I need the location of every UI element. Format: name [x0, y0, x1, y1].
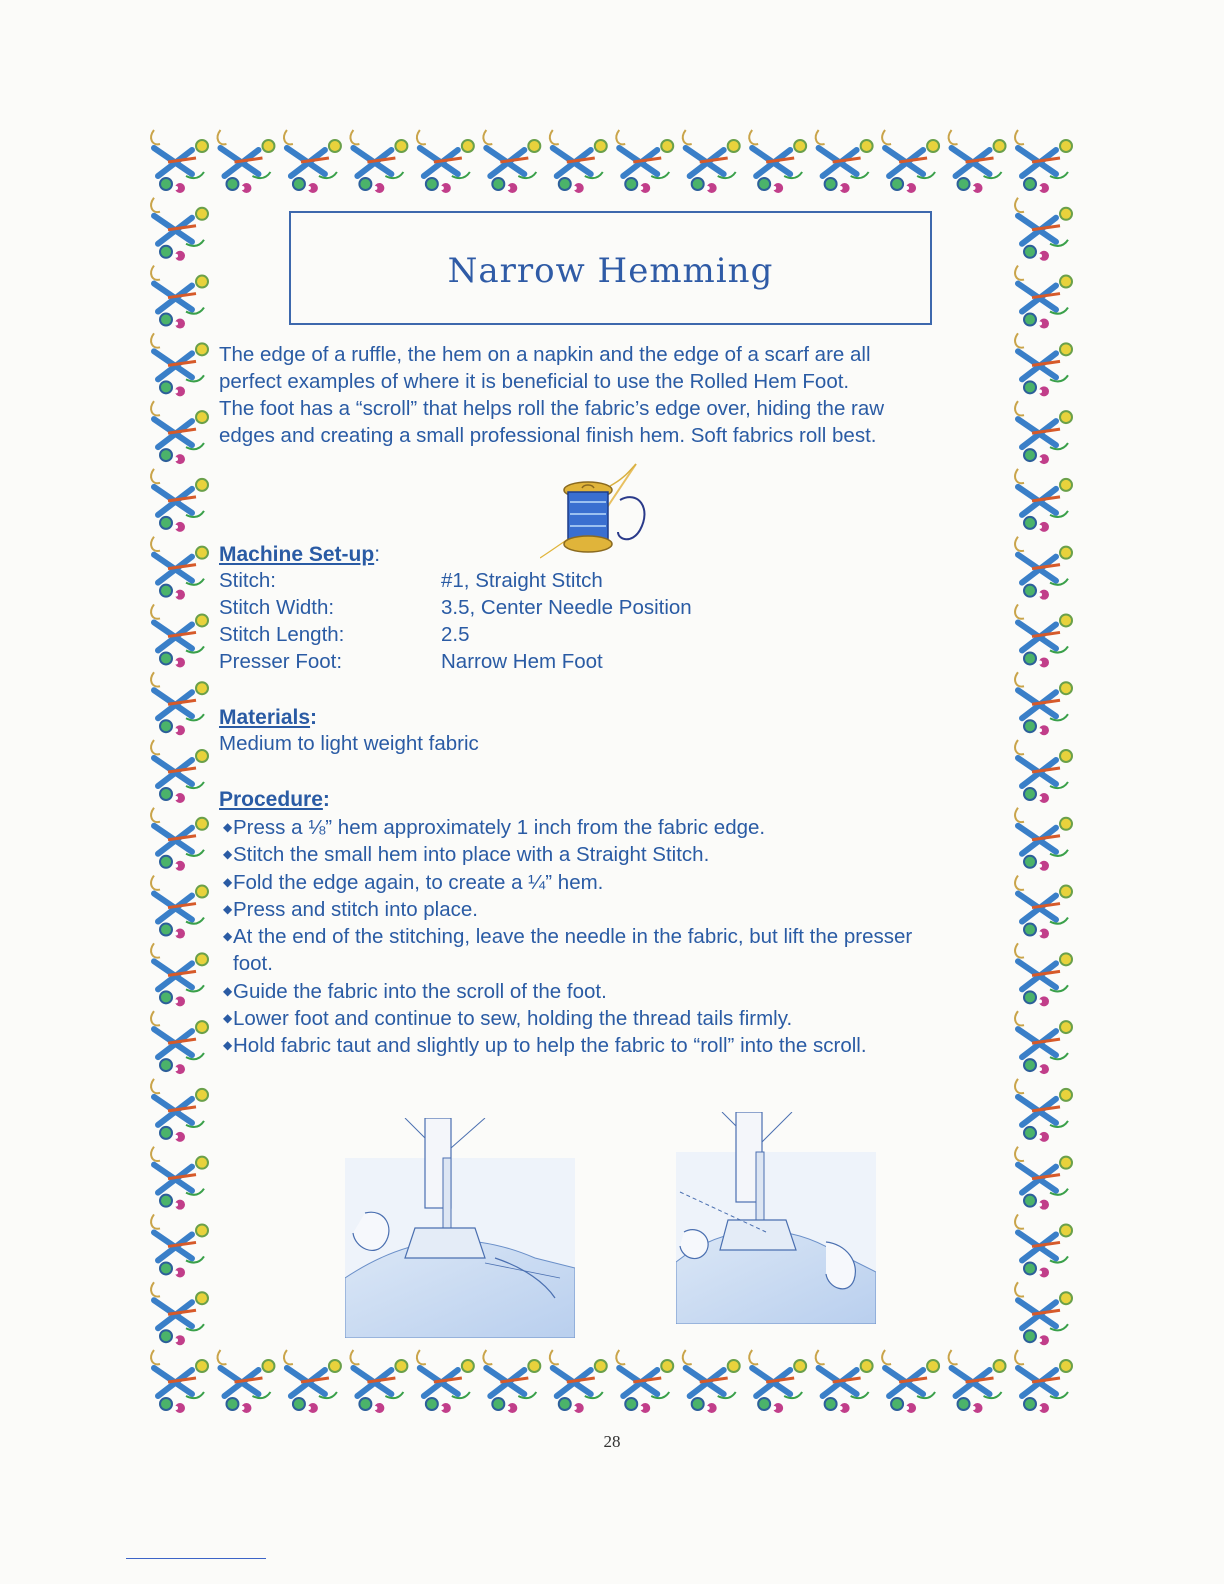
scissors-icon	[816, 1350, 873, 1413]
scissors-icon	[882, 130, 939, 193]
materials-text: Medium to light weight fabric	[219, 732, 479, 755]
scissors-icon	[151, 808, 208, 871]
procedure-list	[219, 814, 1009, 1060]
bullet-icon: ◆	[223, 901, 233, 916]
scissors-icon	[151, 198, 208, 261]
scissors-icon	[483, 130, 540, 193]
list-item: ◆ Guide the fabric into the scroll of the foot.	[219, 978, 1009, 1005]
scissors-icon	[151, 1011, 208, 1074]
scissors-icon	[151, 876, 208, 939]
scissors-icon	[1015, 1350, 1072, 1413]
materials-heading: Materials:	[219, 706, 318, 729]
scissors-icon	[882, 1350, 939, 1413]
sewing-illustration-left	[345, 1118, 575, 1338]
scissors-icon	[151, 1282, 208, 1345]
list-item: ◆ At the end of the stitching, leave the needle in the fabric, but lift the presser foot.	[223, 925, 913, 976]
scissors-icon	[1015, 130, 1072, 193]
scissors-icon	[550, 1350, 607, 1413]
page-title: Narrow Hemming	[447, 251, 774, 291]
scissors-icon	[151, 1079, 208, 1142]
page-number: 28	[603, 1432, 621, 1451]
scissors-icon	[1015, 943, 1072, 1006]
setup-row	[219, 648, 839, 675]
setup-row	[219, 594, 839, 621]
scissors-icon	[616, 130, 673, 193]
list-item: ◆ Hold fabric taut and slightly up to help the fabric to “roll” into the scroll.	[219, 1032, 1009, 1059]
setup-value: Narrow Hem Foot	[441, 650, 603, 673]
scissors-icon	[1015, 1147, 1072, 1210]
intro-line: edges and creating a small professional finish hem. Soft fabrics roll best.	[219, 424, 877, 447]
scissors-icon	[1015, 1214, 1072, 1277]
setup-row	[219, 567, 839, 594]
scissors-icon	[1015, 672, 1072, 735]
intro-line: The edge of a ruffle, the hem on a napkin and the edge of a scarf are all	[219, 343, 871, 366]
bullet-icon: ◆	[223, 1011, 233, 1026]
scissors-icon	[417, 1350, 474, 1413]
scissors-icon	[1015, 604, 1072, 667]
setup-value: 3.5, Center Needle Position	[441, 596, 692, 619]
setup-label: Stitch Width:	[219, 596, 335, 619]
scissors-icon	[749, 1350, 806, 1413]
bullet-icon: ◆	[223, 929, 233, 944]
scissors-icon	[1015, 1079, 1072, 1142]
intro-line: The foot has a “scroll” that helps roll the fabric’s edge over, hiding the raw	[219, 397, 885, 420]
bullet-icon: ◆	[223, 820, 233, 834]
scissors-icon	[949, 130, 1006, 193]
procedure-heading: Procedure:	[219, 788, 330, 811]
intro-paragraph	[219, 341, 1009, 449]
thread-spool-icon	[540, 460, 660, 560]
scissors-icon	[1015, 1282, 1072, 1345]
machine-setup-heading: Machine Set-up:	[219, 543, 381, 566]
scissors-icon	[1015, 333, 1072, 396]
scissors-icon	[1015, 266, 1072, 329]
scissors-icon	[151, 333, 208, 396]
bullet-icon: ◆	[223, 1038, 233, 1053]
scissors-icon	[151, 469, 208, 532]
title-box	[289, 211, 932, 325]
scissors-icon	[550, 130, 607, 193]
list-item: ◆ Lower foot and continue to sew, holding the thread tails firmly.	[219, 1005, 1009, 1032]
scissors-icon	[749, 130, 806, 193]
scissors-icon	[616, 1350, 673, 1413]
scissors-icon	[683, 1350, 740, 1413]
scissors-icon	[151, 266, 208, 329]
scissors-icon	[151, 130, 208, 193]
scissors-icon	[949, 1350, 1006, 1413]
scissors-icon	[1015, 808, 1072, 871]
scissors-icon	[1015, 537, 1072, 600]
bullet-icon: ◆	[223, 874, 233, 889]
scissors-icon	[1015, 198, 1072, 261]
setup-value: #1, Straight Stitch	[441, 569, 603, 592]
list-item: ◆ Stitch the small hem into place with a Straight Stitch.	[219, 841, 1009, 868]
scissors-icon	[417, 130, 474, 193]
scissors-icon	[218, 130, 275, 193]
scissors-icon	[816, 130, 873, 193]
scissors-icon	[1015, 1011, 1072, 1074]
setup-label: Presser Foot:	[219, 650, 343, 673]
setup-value: 2.5	[441, 623, 470, 646]
setup-row	[219, 621, 839, 648]
scissors-icon	[218, 1350, 275, 1413]
scissors-icon	[1015, 876, 1072, 939]
scissors-icon	[151, 943, 208, 1006]
scissors-icon	[151, 604, 208, 667]
scissors-icon	[1015, 469, 1072, 532]
scissors-icon	[151, 1350, 208, 1413]
scissors-icon	[151, 1214, 208, 1277]
bullet-icon: ◆	[223, 983, 233, 998]
scissors-icon	[151, 740, 208, 803]
scissors-icon	[350, 130, 407, 193]
scissors-icon	[151, 401, 208, 464]
list-item: ◆ Press and stitch into place.	[219, 896, 1009, 923]
scissors-icon	[151, 537, 208, 600]
scissors-icon	[1015, 740, 1072, 803]
scissors-icon	[284, 130, 341, 193]
sewing-illustration-right	[676, 1112, 876, 1324]
scissors-icon	[483, 1350, 540, 1413]
setup-label: Stitch:	[219, 569, 276, 592]
scissors-icon	[284, 1350, 341, 1413]
scissors-icon	[1015, 401, 1072, 464]
intro-line: perfect examples of where it is beneficial to use the Rolled Hem Foot.	[219, 370, 850, 393]
list-item: ◆ Fold the edge again, to create a ¼” hem.	[219, 869, 1009, 896]
scissors-icon	[151, 672, 208, 735]
list-item: ◆ Press a ⅛” hem approximately 1 inch from the fabric edge.	[219, 814, 1009, 841]
bullet-icon: ◆	[223, 847, 233, 862]
footer-divider	[126, 1558, 266, 1559]
setup-label: Stitch Length:	[219, 623, 345, 646]
scissors-icon	[151, 1147, 208, 1210]
scissors-icon	[683, 130, 740, 193]
scissors-icon	[350, 1350, 407, 1413]
